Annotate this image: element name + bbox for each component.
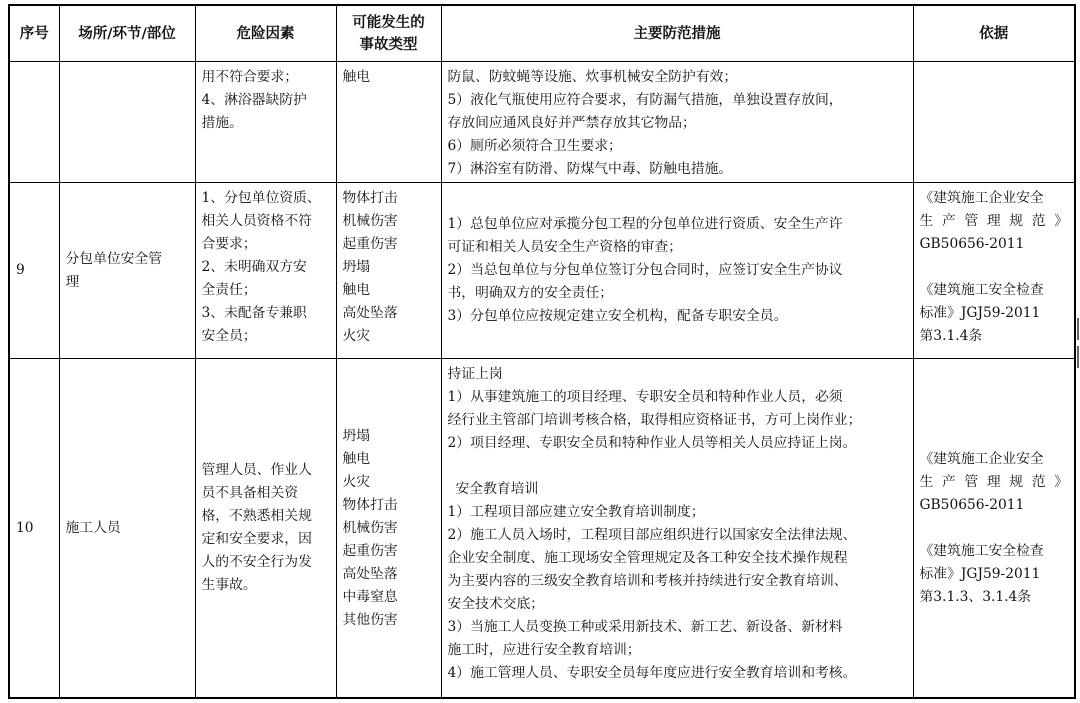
measure-line: 7）淋浴室有防滑、防煤气中毒、防触电措施。 — [447, 161, 733, 177]
accident-type: 触电 — [342, 450, 371, 467]
header-accident-type — [336, 5, 441, 62]
accident-type: 高处坠落 — [342, 565, 398, 582]
hazard-line: 安全员； — [201, 328, 257, 345]
row-number: 10 — [16, 519, 34, 536]
basis-line: 生产管理规范》 — [919, 473, 1068, 490]
measure-line: 防鼠、防蚊蝇等设施、炊事机械安全防护有效； — [447, 69, 738, 85]
header-location: 场所/环节/部位 — [59, 5, 195, 62]
page-edge-mark — [1077, 318, 1079, 340]
basis-line: 《建筑施工安全检查 — [919, 282, 1044, 299]
measure-line: 存放间应通风良好并严禁存放其它物品； — [447, 115, 696, 131]
cell-seq — [9, 183, 59, 359]
header-measures: 主要防范措施 — [441, 5, 913, 62]
measure-line: 书，明确双方的安全责任； — [447, 285, 614, 302]
cell-hazard — [195, 183, 336, 359]
accident-type: 物体打击 — [342, 496, 398, 513]
measure-line: 经行业主管部门培训考核合格，取得相应资格证书，方可上岗作业； — [447, 412, 862, 429]
basis-line: 《建筑施工企业安全 — [919, 450, 1044, 467]
accident-type: 坍塌 — [342, 427, 371, 444]
basis-line: 第3.1.3、3.1.4条 — [919, 588, 1032, 605]
page-edge-mark — [1077, 346, 1079, 368]
cell-basis — [913, 359, 1075, 698]
cell-seq — [9, 62, 59, 183]
header-accident-line2: 事故类型 — [359, 36, 418, 53]
basis-line: 《建筑施工安全检查 — [919, 542, 1044, 559]
basis-line: 《建筑施工企业安全 — [919, 190, 1044, 207]
location-line: 分包单位安全管 — [65, 250, 163, 267]
location-line: 理 — [65, 273, 80, 290]
accident-type: 火灾 — [342, 328, 371, 345]
measure-line: 为主要内容的三级安全教育培训和考核并持续进行安全教育培训、 — [447, 573, 848, 590]
header-seq: 序号 — [9, 5, 59, 62]
accident-type: 机械伤害 — [342, 213, 398, 230]
accident-type: 触电 — [342, 282, 371, 299]
cell-seq — [9, 359, 59, 698]
measure-line: 5）液化气瓶使用应符合要求，有防漏气措施，单独设置存放间， — [447, 92, 843, 108]
header-row — [9, 5, 1075, 62]
cell-hazard — [195, 62, 336, 183]
header-accident-line1: 可能发生的 — [352, 14, 425, 31]
accident-type: 火灾 — [342, 473, 371, 490]
accident-type: 高处坠落 — [342, 305, 398, 322]
basis-line: GB50656-2011 — [919, 236, 1025, 253]
measure-line: 可证和相关人员安全生产资格的审查； — [447, 239, 683, 256]
measure-heading: 持证上岗 — [447, 366, 503, 383]
measure-line: 1）总包单位应对承揽分包工程的分包单位进行资质、安全生产许 — [447, 216, 843, 233]
hazard-line: 3、未配备专兼职 — [201, 305, 307, 322]
accident-type: 触电 — [342, 69, 371, 85]
measure-line: 1）从事建筑施工的项目经理、专职安全员和特种作业人员，必须 — [447, 389, 843, 406]
measure-line: 企业安全制度、施工现场安全管理规定及各工种安全技术操作规程 — [447, 550, 848, 567]
row-number: 9 — [16, 262, 25, 279]
accident-type: 起重伤害 — [342, 542, 398, 559]
cell-accident-types — [336, 359, 441, 698]
hazard-line: 格，不熟悉相关规 — [201, 508, 312, 525]
cell-accident-types — [336, 62, 441, 183]
basis-spacer — [920, 517, 1069, 540]
measure-line: 3）分包单位应按规定建立安全机构，配备专职安全员。 — [447, 308, 788, 325]
accident-type: 中毒窒息 — [342, 588, 398, 605]
table-row — [9, 183, 1075, 359]
cell-measures — [441, 359, 913, 698]
cell-hazard — [195, 359, 336, 698]
hazard-line: 相关人员资格不符 — [201, 213, 312, 230]
hazard-line: 用不符合要求； — [201, 69, 299, 85]
cell-accident-types — [336, 183, 441, 359]
hazard-line: 人的不安全行为发 — [201, 554, 312, 571]
basis-line: 生产管理规范》 — [919, 213, 1068, 230]
cell-basis — [913, 62, 1075, 183]
measure-line: 2）当总包单位与分包单位签订分包合同时，应签订安全生产协议 — [447, 262, 843, 279]
accident-type: 物体打击 — [342, 190, 398, 207]
hazard-line: 管理人员、作业人 — [201, 462, 312, 479]
hazard-line: 4、淋浴器缺防护 — [201, 92, 307, 108]
cell-measures — [441, 62, 913, 183]
cell-measures — [441, 183, 913, 359]
accident-type: 其他伤害 — [342, 611, 398, 628]
accident-type: 坍塌 — [342, 259, 371, 276]
measure-line: 4）施工管理人员、专职安全员每年度应进行安全教育培训和考核。 — [447, 665, 857, 682]
hazard-line: 员不具备相关资 — [201, 485, 299, 502]
hazard-line: 2、未明确双方安 — [201, 259, 307, 276]
measure-line: 3）当施工人员变换工种或采用新技术、新工艺、新设备、新材料 — [447, 619, 843, 636]
measure-line: 施工时，应进行安全教育培训； — [447, 642, 641, 659]
measure-line: 6）厕所必须符合卫生要求； — [447, 138, 622, 154]
basis-line: GB50656-2011 — [919, 496, 1025, 513]
accident-type: 起重伤害 — [342, 236, 398, 253]
cell-basis — [913, 183, 1075, 359]
hazard-line: 全责任； — [201, 282, 257, 299]
header-basis: 依据 — [913, 5, 1075, 62]
measure-line: 2）项目经理、专职安全员和特种作业人员等相关人员应持证上岗。 — [447, 435, 857, 452]
location-line: 施工人员 — [65, 519, 121, 536]
basis-line: 标准》JGJ59-2011 — [919, 565, 1041, 582]
hazard-line: 生事故。 — [201, 577, 257, 594]
basis-line: 标准》JGJ59-2011 — [919, 305, 1041, 322]
cell-location — [59, 183, 195, 359]
basis-spacer — [920, 256, 1069, 279]
measure-line: 1）工程项目部应建立安全教育培训制度； — [447, 504, 705, 521]
accident-type: 机械伤害 — [342, 519, 398, 536]
hazard-table — [8, 4, 1076, 699]
measure-spacer — [448, 455, 907, 478]
basis-line: 第3.1.4条 — [919, 328, 983, 345]
hazard-line: 1、分包单位资质、 — [201, 190, 321, 207]
header-hazard: 危险因素 — [195, 5, 336, 62]
cell-location — [59, 62, 195, 183]
measure-heading: 安全教育培训 — [455, 481, 539, 498]
measure-line: 2）施工人员入场时，工程项目部应组织进行以国家安全法律法规、 — [447, 527, 857, 544]
table-row — [9, 62, 1075, 183]
hazard-line: 合要求； — [201, 236, 257, 253]
hazard-line: 措施。 — [201, 115, 243, 131]
measure-line: 安全技术交底； — [447, 596, 545, 613]
cell-location — [59, 359, 195, 698]
table-row — [9, 359, 1075, 698]
hazard-line: 定和安全要求，因 — [201, 531, 312, 548]
